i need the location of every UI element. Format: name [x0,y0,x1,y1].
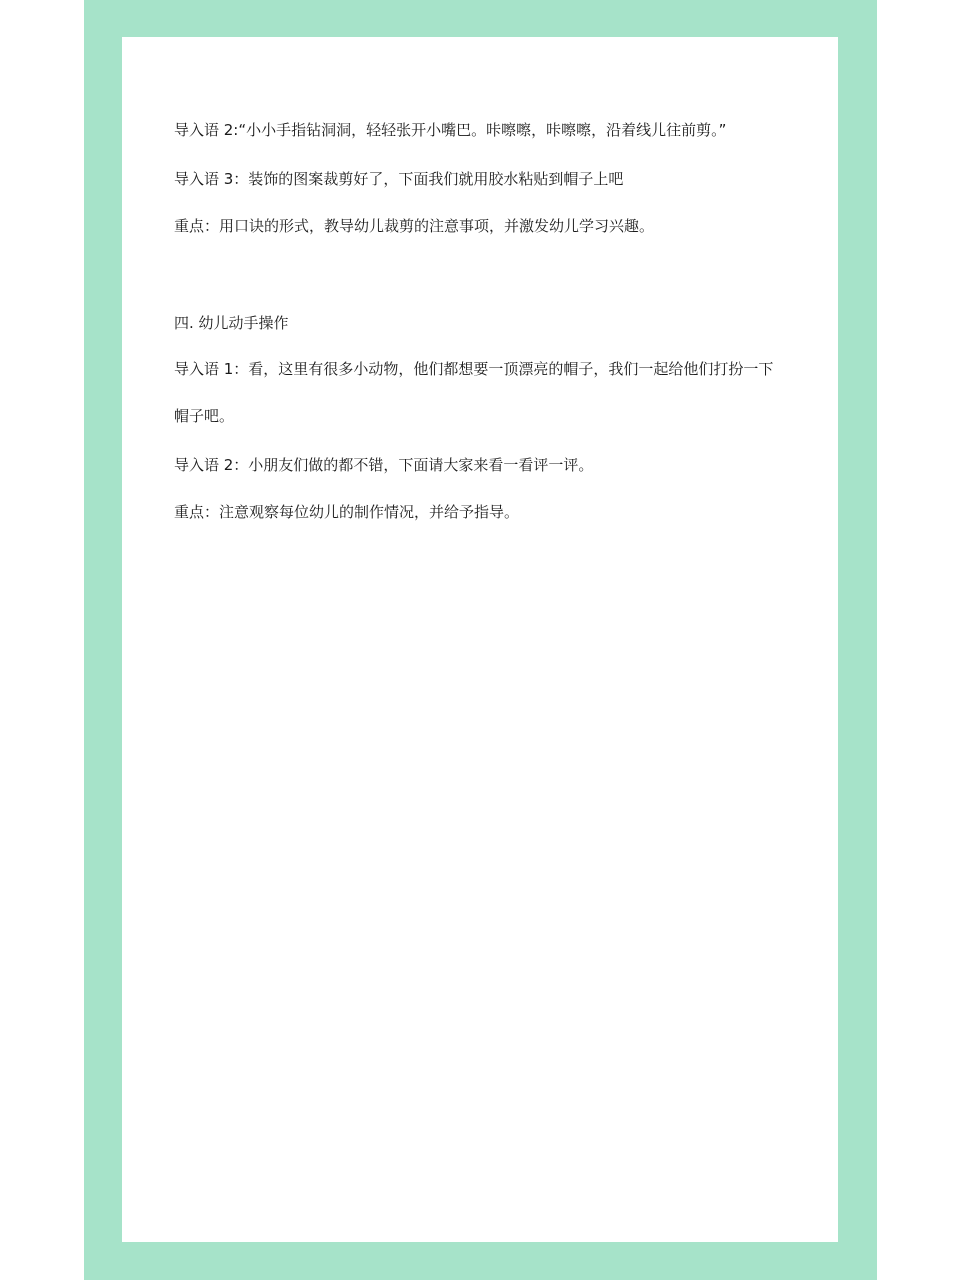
paragraph-key-point-1: 重点：用口诀的形式，教导幼儿裁剪的注意事项，并激发幼儿学习兴趣。 [174,217,655,235]
section-heading-4: 四. 幼儿动手操作 [174,314,289,332]
paragraph-section4-intro-2: 导入语 2：小朋友们做的都不错，下面请大家来看一看评一评。 [174,456,594,474]
paragraph-section4-intro-1: 导入语 1：看，这里有很多小动物，他们都想要一顶漂亮的帽子，我们一起给他们打扮一下 [174,360,774,378]
paragraph-intro-3: 导入语 3：装饰的图案裁剪好了，下面我们就用胶水粘贴到帽子上吧 [174,170,624,188]
paragraph-section4-intro-1-cont: 帽子吧。 [174,407,235,425]
paragraph-intro-2: 导入语 2:“小小手指钻洞洞，轻轻张开小嘴巴。咔嚓嚓，咔嚓嚓，沿着线儿往前剪。” [174,121,727,139]
document-page [122,37,838,1242]
paragraph-key-point-2: 重点：注意观察每位幼儿的制作情况，并给予指导。 [174,503,520,521]
